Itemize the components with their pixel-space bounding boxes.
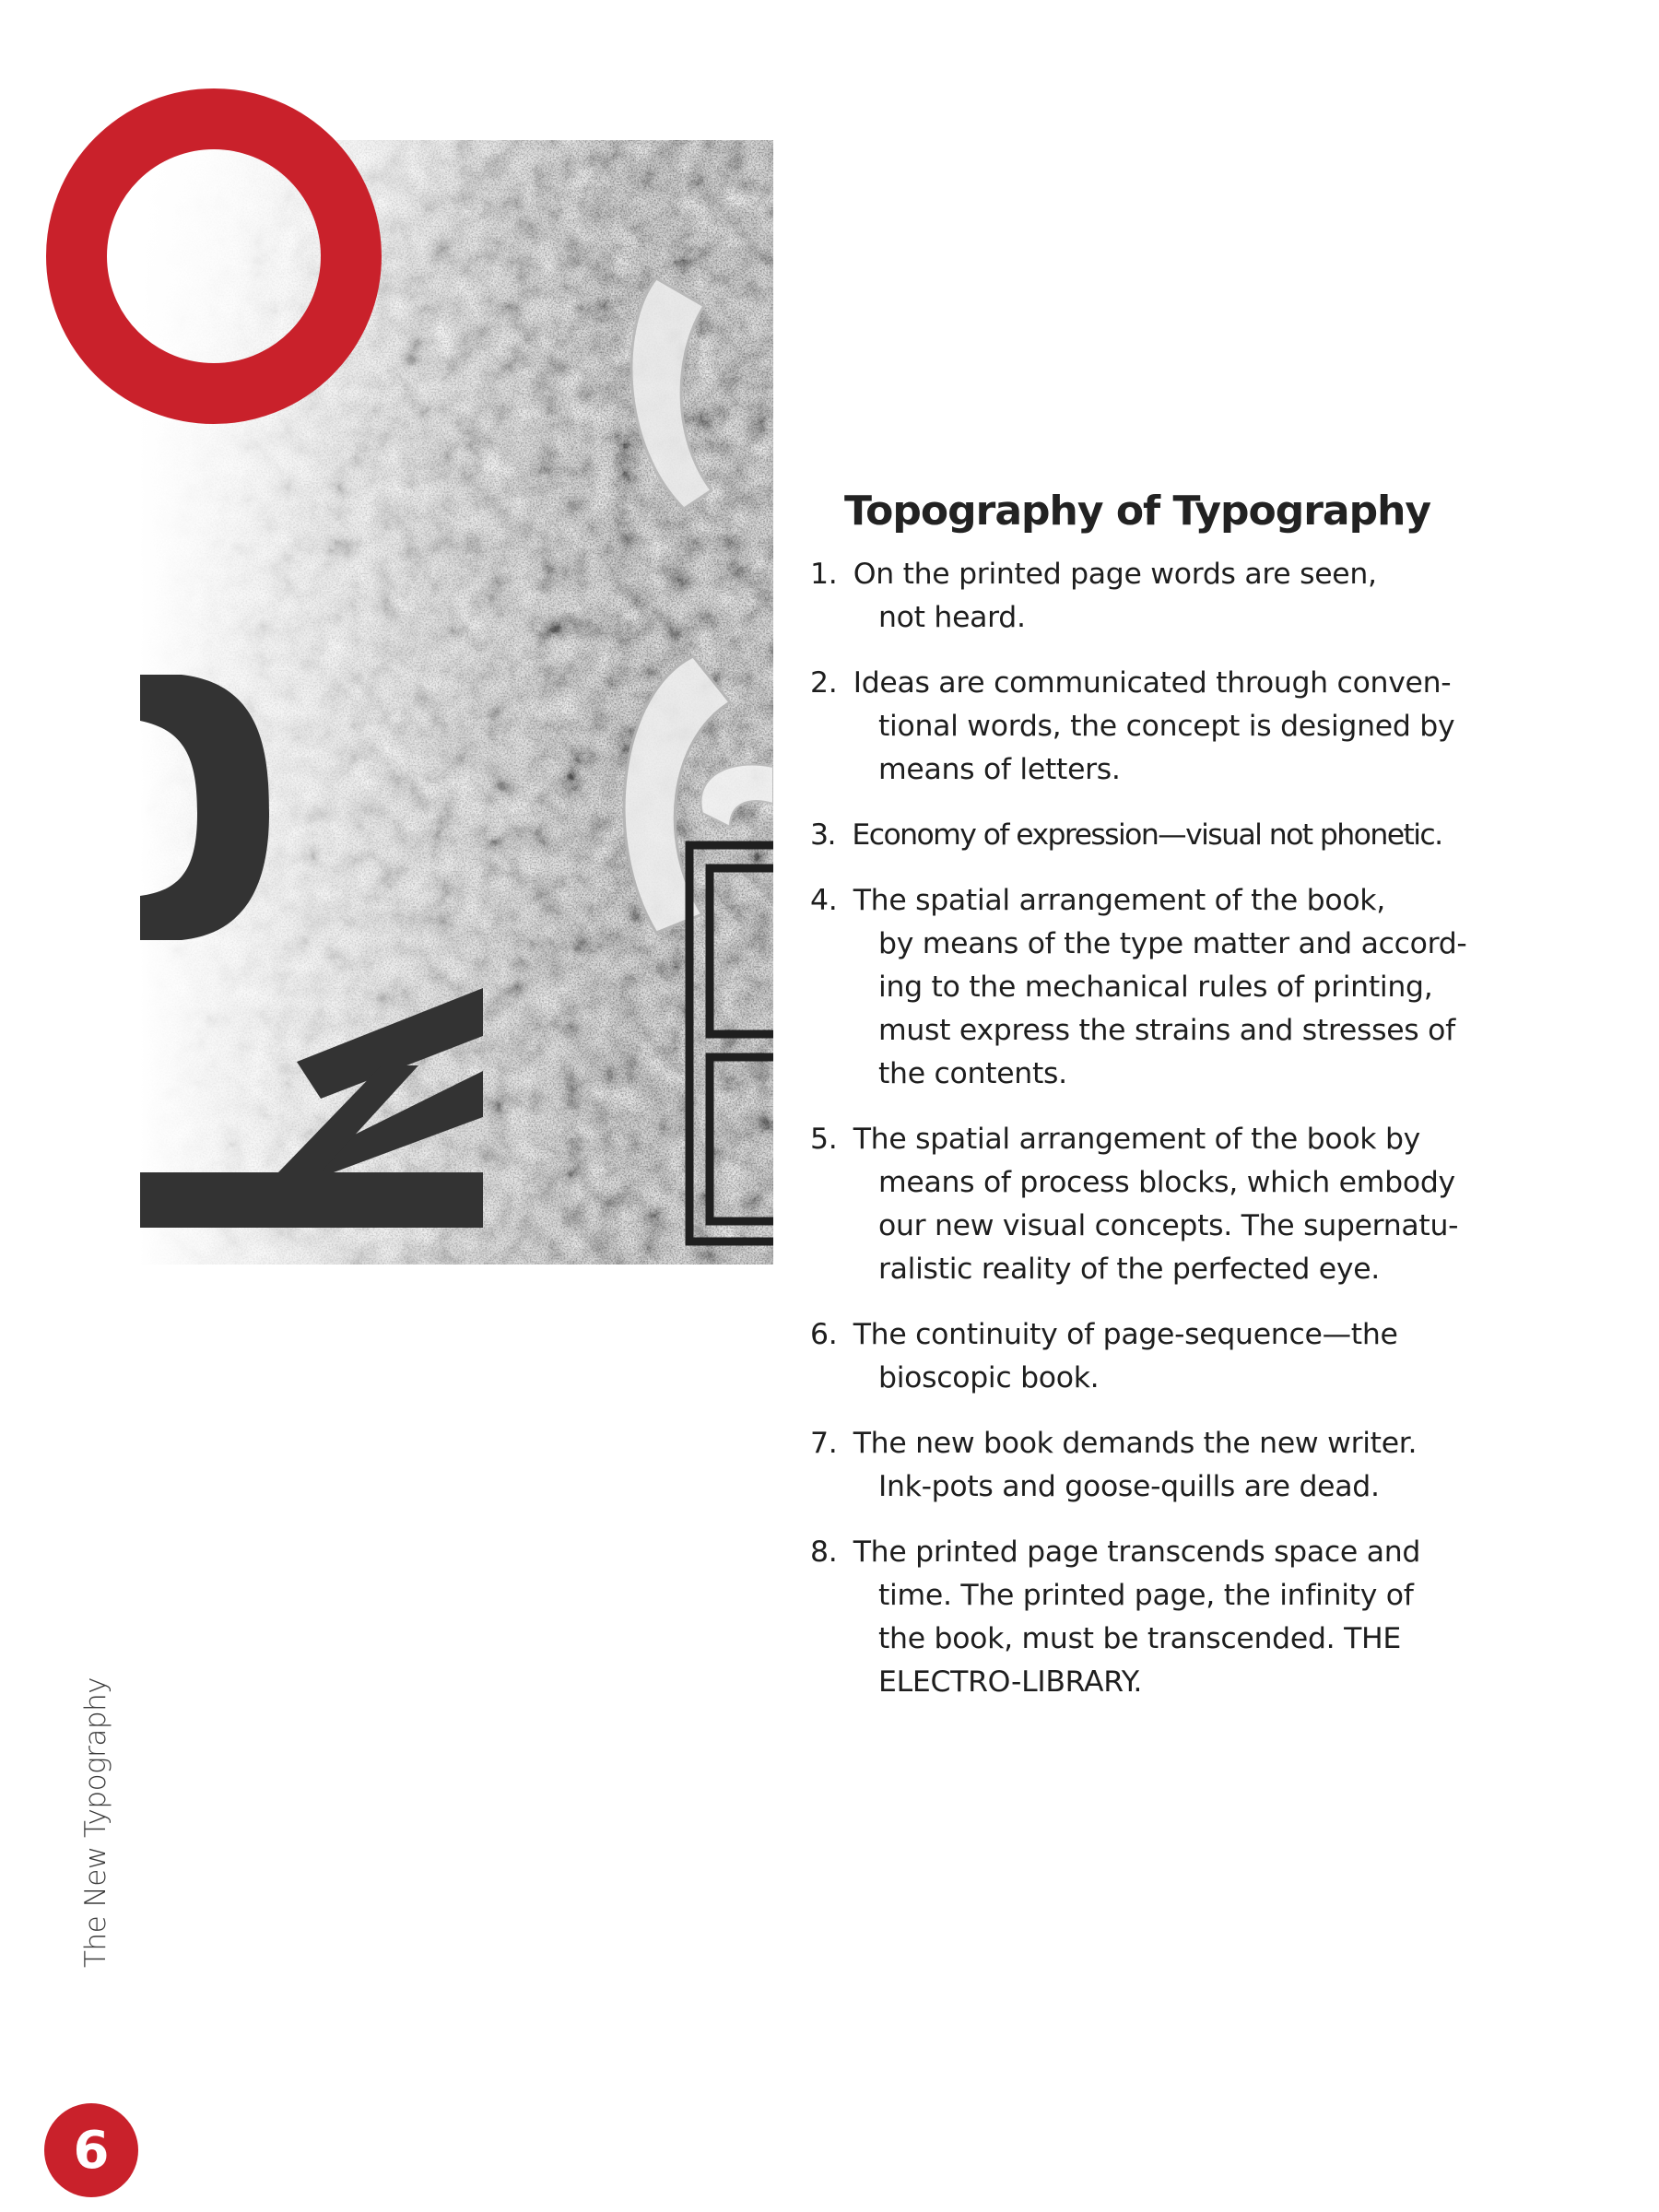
- principle-7: 7. The new book demands the new writer. Ink-pots and goose-quills are dead.: [810, 1427, 1418, 1503]
- principle-text: Economy of expression—visual not phonetic.: [852, 818, 1442, 852]
- principle-5: 5. The spatial arrangement of the book by means of process blocks, which embody our new visual concepts. The supernatu- ralistic reality of the perfected eye.: [810, 1123, 1459, 1286]
- principle-text: The printed page transcends space and time. The printed page, the infinity of the book, must be transcended. THE ELECTRO-LIBRARY.: [853, 1535, 1421, 1699]
- principle-6: 6. The continuity of page-sequence—the bioscopic book.: [810, 1318, 1398, 1394]
- principle-text: On the printed page words are seen, not heard.: [853, 558, 1377, 634]
- principle-3: 3. Economy of expression—visual not phonetic.: [810, 818, 1442, 852]
- principle-text: The continuity of page-sequence—the bioscopic book.: [853, 1318, 1398, 1394]
- principle-2: 2. Ideas are communicated through conven- tional words, the concept is designed by means of letters.: [810, 666, 1455, 786]
- principle-1: 1. On the printed page words are seen, not heard.: [810, 558, 1377, 634]
- red-ring-icon: [46, 88, 382, 424]
- principle-text: The spatial arrangement of the book, by means of the type matter and accord- ing to the mechanical rules of printing, must express the strains and stresses of the contents.: [853, 884, 1467, 1090]
- principles-list: [810, 553, 1508, 1704]
- principle-8: 8. The printed page transcends space and time. The printed page, the infinity of the book, must be transcended. THE ELECTRO-LIBRARY.: [810, 1535, 1421, 1699]
- article: [810, 483, 1508, 1726]
- page-number-badge: 6: [44, 2103, 138, 2197]
- principle-4: 4. The spatial arrangement of the book, by means of the type matter and accord- ing to the mechanical rules of printing, must express the strains and stresses of the contents.: [810, 884, 1467, 1090]
- principle-text: The new book demands the new writer. Ink-pots and goose-quills are dead.: [853, 1427, 1418, 1503]
- principle-text: Ideas are communicated through conven- tional words, the concept is designed by means of letters.: [853, 666, 1455, 786]
- principle-text: The spatial arrangement of the book by means of process blocks, which embody our new visual concepts. The supernatu- ralistic reality of the perfected eye.: [853, 1123, 1459, 1286]
- article-title: Topography of Typography: [844, 488, 1431, 535]
- running-title: The New Typography: [79, 1677, 112, 1968]
